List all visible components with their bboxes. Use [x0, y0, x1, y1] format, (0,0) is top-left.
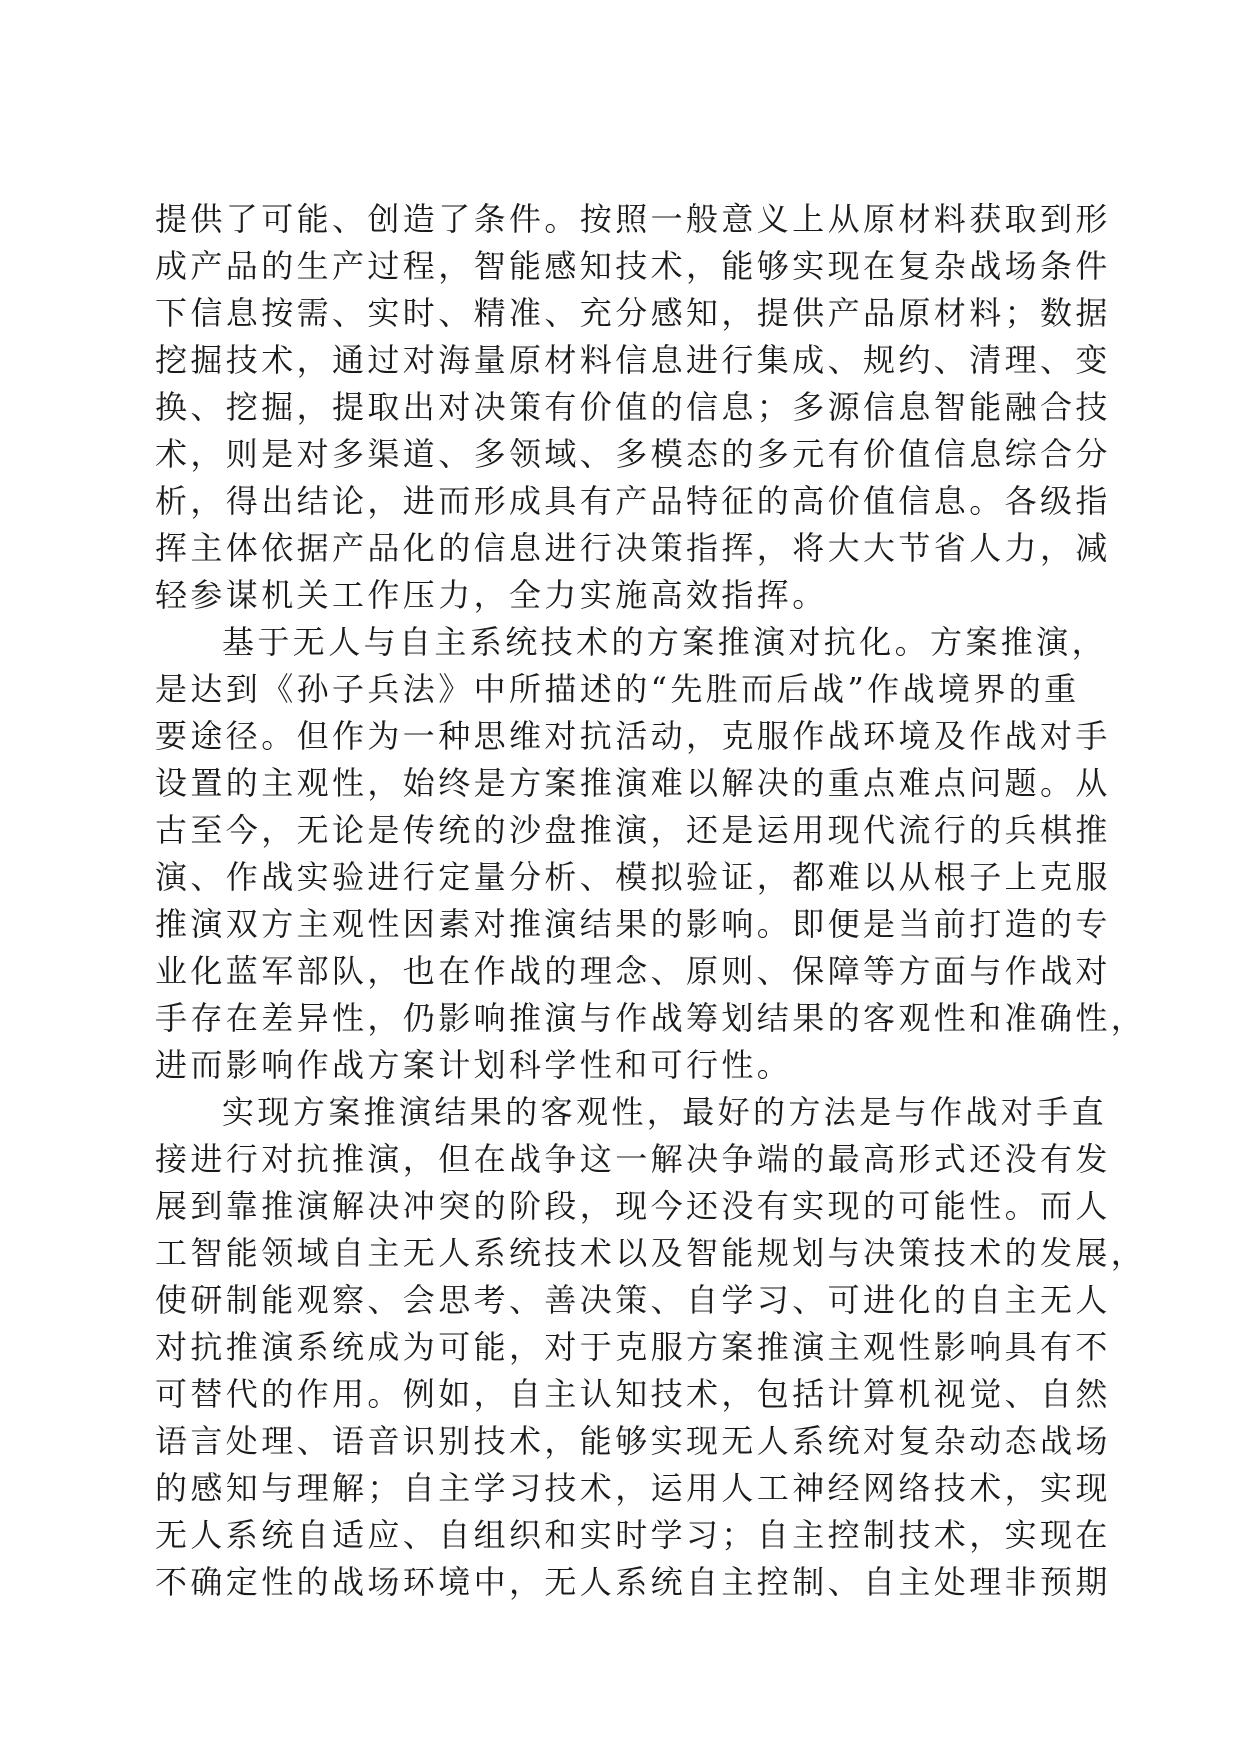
text-line: 业化蓝军部队，也在作战的理念、原则、保障等方面与作战对 — [155, 952, 1111, 990]
text-line: 的感知与理解；自主学习技术，运用人工神经网络技术，实现 — [155, 1469, 1111, 1507]
text-line: 提供了可能、创造了条件。按照一般意义上从原材料获取到形 — [155, 200, 1111, 238]
text-line: 术，则是对多渠道、多领域、多模态的多元有价值信息综合分 — [155, 435, 1111, 473]
text-line: 设置的主观性，始终是方案推演难以解决的重点难点问题。从 — [155, 764, 1111, 802]
text-line: 展到靠推演解决冲突的阶段，现今还没有实现的可能性。而人 — [155, 1187, 1111, 1225]
text-line: 推演双方主观性因素对推演结果的影响。即便是当前打造的专 — [155, 905, 1111, 943]
text-line: 换、挖掘，提取出对决策有价值的信息；多源信息智能融合技 — [155, 388, 1111, 426]
text-line: 语言处理、语音识别技术，能够实现无人系统对复杂动态战场 — [155, 1422, 1111, 1460]
paragraph-first-line: 基于无人与自主系统技术的方案推演对抗化。方案推演， — [222, 623, 1108, 661]
paragraph-first-line: 实现方案推演结果的客观性，最好的方法是与作战对手直 — [222, 1093, 1108, 1131]
text-line: 使研制能观察、会思考、善决策、自学习、可进化的自主无人 — [155, 1281, 1111, 1319]
text-line: 成产品的生产过程，智能感知技术，能够实现在复杂战场条件 — [155, 247, 1111, 285]
text-line: 轻参谋机关工作压力，全力实施高效指挥。 — [155, 576, 828, 614]
text-line: 下信息按需、实时、精准、充分感知，提供产品原材料；数据 — [155, 294, 1111, 332]
text-line: 工智能领域自主无人系统技术以及智能规划与决策技术的发展， — [155, 1234, 1147, 1272]
text-line: 无人系统自适应、自组织和实时学习；自主控制技术，实现在 — [155, 1516, 1111, 1554]
text-line: 手存在差异性，仍影响推演与作战筹划结果的客观性和准确性， — [155, 999, 1147, 1037]
text-line: 可替代的作用。例如，自主认知技术，包括计算机视觉、自然 — [155, 1375, 1111, 1413]
text-line: 不确定性的战场环境中，无人系统自主控制、自主处理非预期 — [155, 1563, 1111, 1601]
text-line: 古至今，无论是传统的沙盘推演，还是运用现代流行的兵棋推 — [155, 811, 1111, 849]
text-line: 进而影响作战方案计划科学性和可行性。 — [155, 1046, 793, 1084]
text-line: 演、作战实验进行定量分析、模拟验证，都难以从根子上克服 — [155, 858, 1111, 896]
body-text — [155, 196, 1147, 1606]
text-line: 析，得出结论，进而形成具有产品特征的高价值信息。各级指 — [155, 482, 1111, 520]
text-line: 要途径。但作为一种思维对抗活动，克服作战环境及作战对手 — [155, 717, 1111, 755]
text-line: 对抗推演系统成为可能，对于克服方案推演主观性影响具有不 — [155, 1328, 1111, 1366]
text-line: 挥主体依据产品化的信息进行决策指挥，将大大节省人力，减 — [155, 529, 1111, 567]
text-line: 挖掘技术，通过对海量原材料信息进行集成、规约、清理、变 — [155, 341, 1111, 379]
text-line: 接进行对抗推演，但在战争这一解决争端的最高形式还没有发 — [155, 1140, 1111, 1178]
text-line: 是达到《孙子兵法》中所描述的“先胜而后战”作战境界的重 — [155, 670, 1080, 708]
